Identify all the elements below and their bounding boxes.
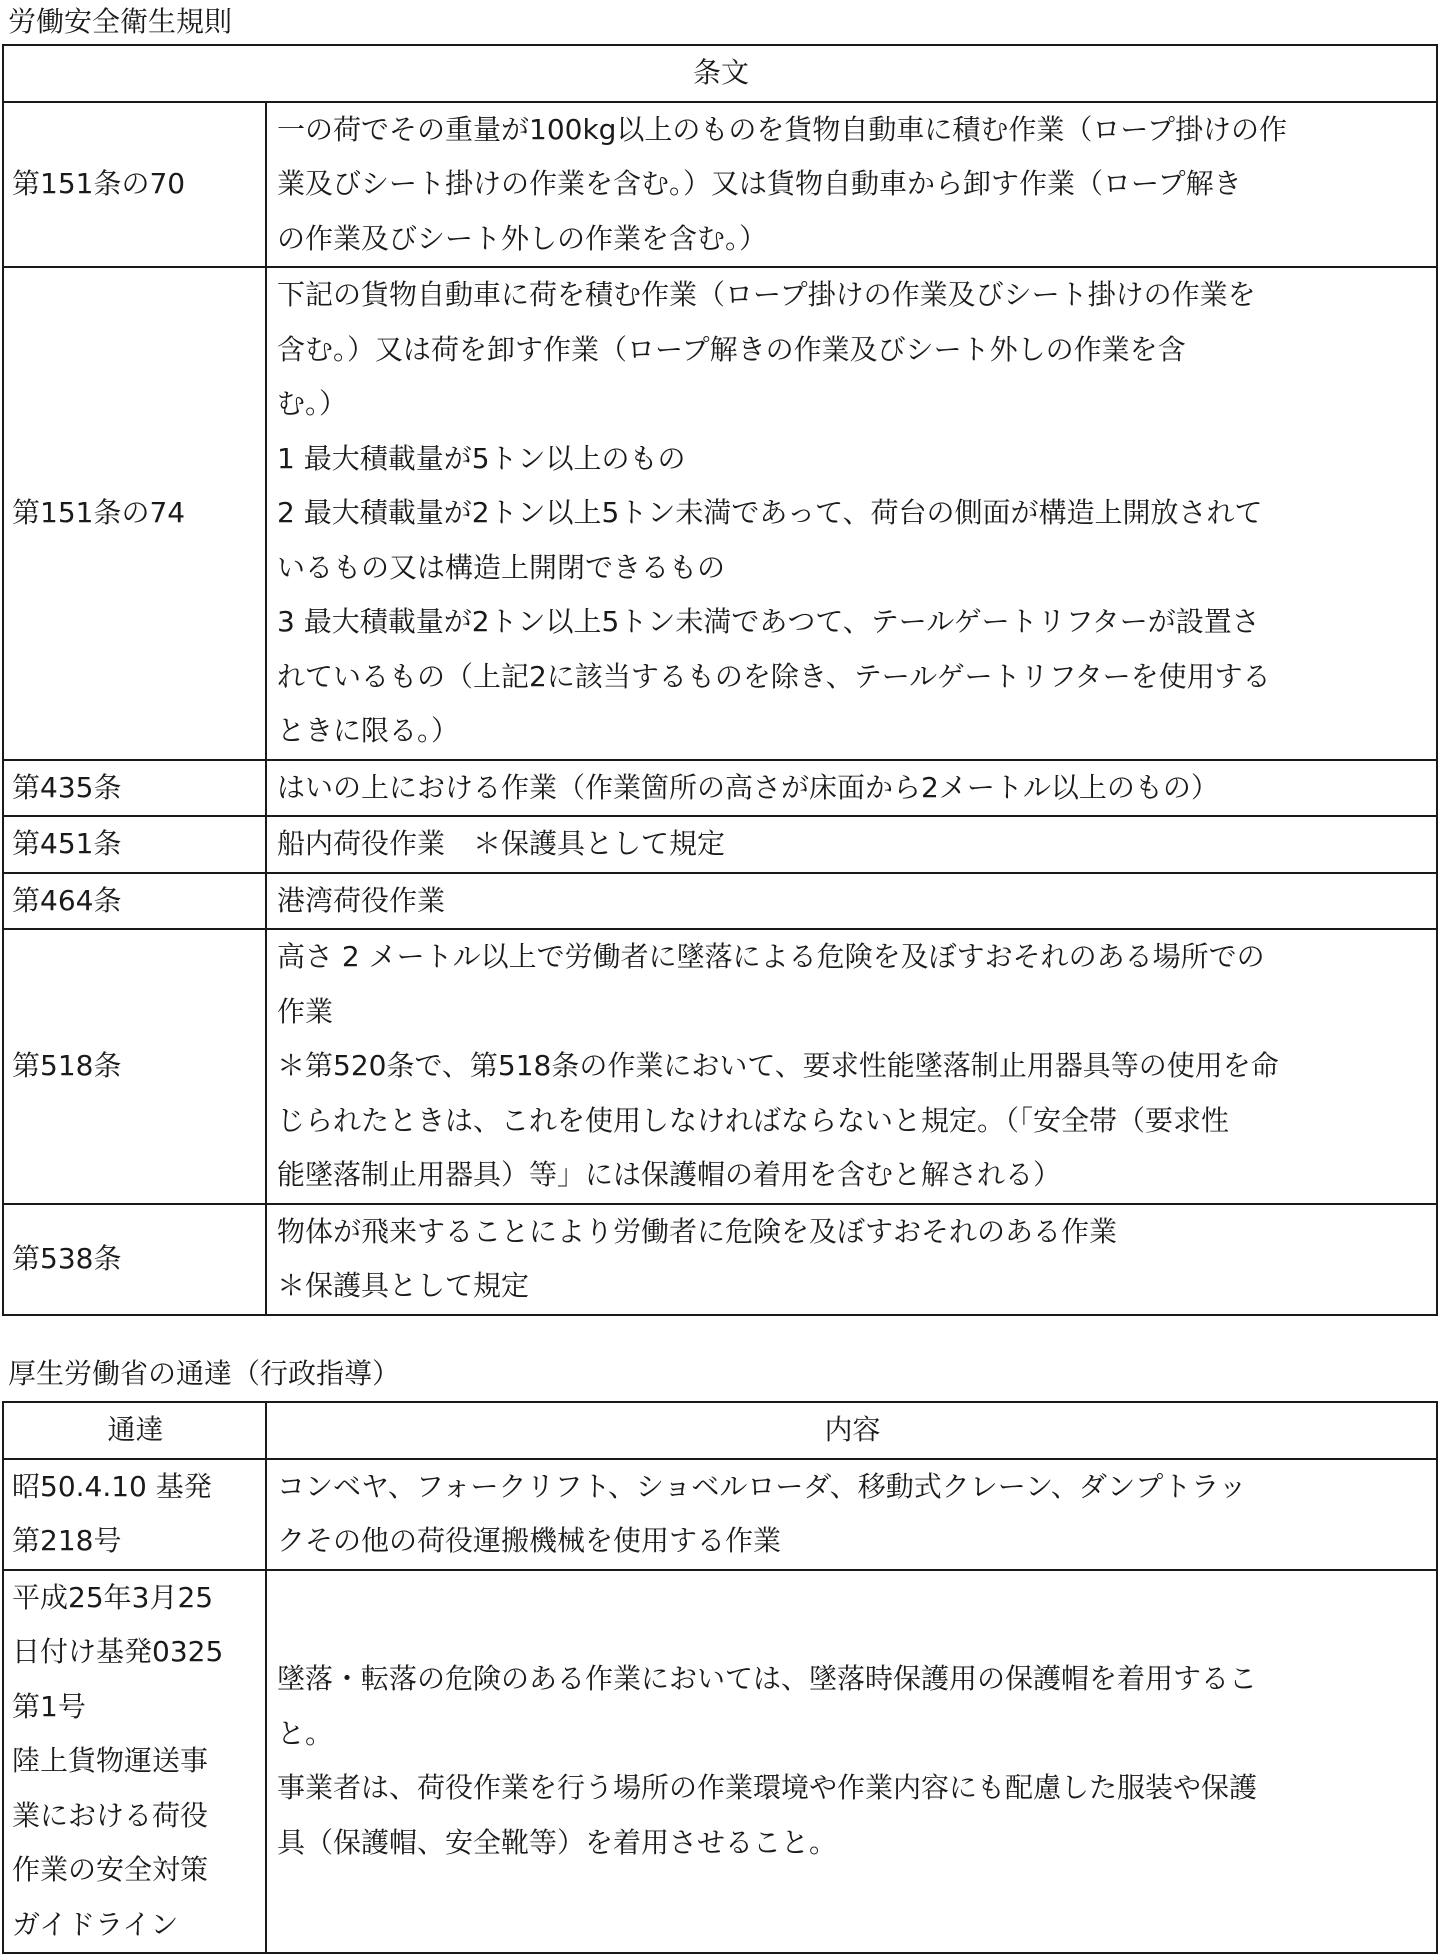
regulation-table <box>2 44 1438 1316</box>
table-row <box>3 267 1437 760</box>
column-header-article-text: 条文 <box>3 45 1437 102</box>
article-number: 第435条 <box>3 760 266 817</box>
text-line: いるもの又は構造上開閉できるもの <box>277 550 726 584</box>
table-row <box>3 1459 1437 1570</box>
column-header-content: 内容 <box>266 1402 1437 1459</box>
article-number: 第151条の74 <box>3 267 266 760</box>
text-line: 昭50.4.10 基発 <box>12 1469 212 1503</box>
text-line: 船内荷役作業 ＊保護具として規定 <box>277 827 726 860</box>
text-line: 日付け基発0325 <box>12 1635 224 1668</box>
text-line: 作業 <box>277 994 334 1028</box>
text-line: と。 <box>277 1716 334 1750</box>
text-line: 業及びシート掛けの作業を含む。）又は貨物自動車から卸す作業（ロープ解き <box>277 167 1242 200</box>
text-line: 港湾荷役作業 <box>277 883 446 917</box>
text-line: 作業の安全対策 <box>12 1853 209 1886</box>
notice-reference <box>3 1459 266 1570</box>
text-line: 能墜落制止用器具）等」には保護帽の着用を含むと解される） <box>277 1158 1062 1191</box>
text-line: ときに限る。） <box>277 714 460 747</box>
article-text <box>266 873 1437 930</box>
text-line: 2 最大積載量が2トン以上5トン未満であって、荷台の側面が構造上開放されて <box>277 496 1263 529</box>
article-number: 第451条 <box>3 816 266 873</box>
notice-table <box>2 1401 1438 1954</box>
text-line: 平成25年3月25 <box>12 1580 214 1614</box>
section1-title: 労働安全衛生規則 <box>8 5 233 38</box>
notice-reference <box>3 1570 266 1954</box>
text-line: 第218号 <box>12 1524 122 1557</box>
table-row <box>3 1570 1437 1954</box>
text-line: じられたときは、これを使用しなければならないと規定。（「安全帯（要求性 <box>277 1103 1230 1137</box>
text-line: はいの上における作業（作業箇所の高さが床面から2メートル以上のもの） <box>277 770 1219 804</box>
table-row <box>3 102 1437 268</box>
table-row <box>3 760 1437 817</box>
notice-content <box>266 1570 1437 1954</box>
table-row <box>3 1204 1437 1315</box>
text-line: 物体が飛来することにより労働者に危険を及ぼすおそれのある作業 <box>277 1214 1118 1248</box>
column-header-notice: 通達 <box>3 1402 266 1459</box>
text-line: 下記の貨物自動車に荷を積む作業（ロープ掛けの作業及びシート掛けの作業を <box>277 278 1256 311</box>
text-line: 具（保護帽、安全靴等）を着用させること。 <box>277 1825 838 1859</box>
text-line: 第1号 <box>12 1689 86 1723</box>
article-number: 第538条 <box>3 1204 266 1315</box>
text-line: 事業者は、荷役作業を行う場所の作業環境や作業内容にも配慮した服装や保護 <box>277 1771 1258 1805</box>
text-line: 含む。）又は荷を卸す作業（ロープ解きの作業及びシート外しの作業を含 <box>277 332 1186 366</box>
table-row <box>3 873 1437 930</box>
article-text <box>266 929 1437 1204</box>
text-line: れているもの（上記2に該当するものを除き、テールゲートリフターを使用する <box>277 659 1271 693</box>
article-text <box>266 760 1437 817</box>
text-line: ＊第520条で、第518条の作業において、要求性能墜落制止用器具等の使用を命 <box>277 1049 1279 1082</box>
text-line: コンベヤ、フォークリフト、ショベルローダ、移動式クレーン、ダンプトラッ <box>277 1469 1247 1503</box>
table-header-row <box>3 1402 1437 1459</box>
section2-title: 厚生労働省の通達（行政指導） <box>8 1357 401 1390</box>
text-line: クその他の荷役運搬機械を使用する作業 <box>277 1524 782 1557</box>
article-number: 第518条 <box>3 929 266 1204</box>
text-line: 高さ 2 メートル以上で労働者に墜落による危険を及ぼすおそれのある場所での <box>277 940 1265 973</box>
text-line: 業における荷役 <box>12 1798 209 1832</box>
table-header-row <box>3 45 1437 102</box>
text-line: 3 最大積載量が2トン以上5トン未満であつて、テールゲートリフターが設置さ <box>277 605 1260 638</box>
article-text <box>266 102 1437 268</box>
text-line: 墜落・転落の危険のある作業においては、墜落時保護用の保護帽を着用するこ <box>277 1662 1258 1696</box>
text-line: ガイドライン <box>12 1907 179 1941</box>
text-line: 一の荷でその重量が100kg以上のものを貨物自動車に積む作業（ロープ掛けの作 <box>277 112 1288 146</box>
table-row <box>3 816 1437 873</box>
article-number: 第151条の70 <box>3 102 266 268</box>
article-text <box>266 816 1437 873</box>
notice-content <box>266 1459 1437 1570</box>
text-line: 陸上貨物運送事 <box>12 1744 209 1777</box>
article-number: 第464条 <box>3 873 266 930</box>
article-text <box>266 1204 1437 1315</box>
text-line: の作業及びシート外しの作業を含む。） <box>277 221 768 255</box>
table-row <box>3 929 1437 1204</box>
text-line: む。） <box>277 387 348 420</box>
article-text <box>266 267 1437 760</box>
text-line: 1 最大積載量が5トン以上のもの <box>277 441 686 475</box>
text-line: ＊保護具として規定 <box>277 1269 530 1302</box>
